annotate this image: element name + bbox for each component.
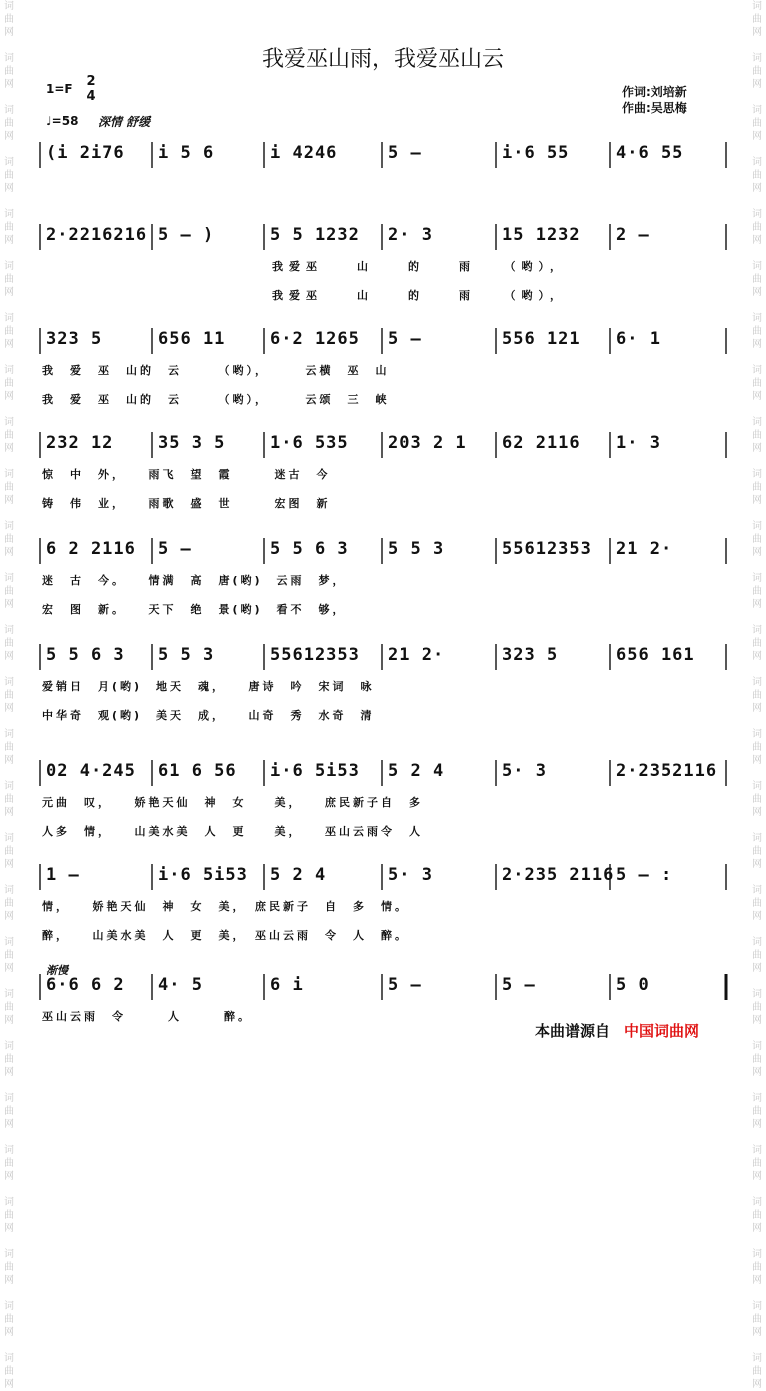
- time-signature: [85, 74, 97, 104]
- lyric-line: [0, 391, 766, 409]
- measure: 4· 5: [158, 975, 203, 995]
- key-signature: 1=F: [46, 82, 73, 96]
- score-system: [0, 642, 766, 672]
- measure: 2· 3: [388, 225, 433, 245]
- measure: 203 2 1: [388, 433, 467, 453]
- measure: 61 6 56: [158, 761, 237, 781]
- measure: 5 2 4: [388, 761, 445, 781]
- measure: 5 5 3: [158, 645, 215, 665]
- measure: 21 2·: [388, 645, 445, 665]
- score-system: [0, 862, 766, 892]
- measure: (i 2i76: [46, 143, 125, 163]
- quarter-note-icon: ♩: [46, 114, 52, 128]
- source-prefix: 本曲谱源自: [535, 1022, 611, 1040]
- lyric-line: [0, 572, 766, 590]
- measure: 2·2352116: [616, 761, 718, 781]
- measure: 6·6 6 2: [46, 975, 125, 995]
- measure: 5 –: [388, 329, 422, 349]
- lyric-line: [0, 287, 766, 305]
- lyric-text: 我爱巫 山 的 雨 （哟），: [272, 260, 567, 273]
- score-system: [0, 222, 766, 252]
- measure: 232 12: [46, 433, 114, 453]
- lyric-line: [0, 707, 766, 725]
- measure: 5 5 1232: [270, 225, 360, 245]
- lyric-text: 铸 伟 业， 雨歌 盛 世 宏图 新: [42, 497, 331, 510]
- measure: 5 –: [388, 143, 422, 163]
- measure: i 4246: [270, 143, 338, 163]
- measure: 2·235 2116: [502, 865, 615, 885]
- measure: 5 –: [388, 975, 422, 995]
- meter-top: 2: [86, 74, 96, 89]
- tempo-value: =58: [51, 114, 79, 128]
- watermark-left: 词 曲 网 词 曲 网 词 曲 网 词 曲 网 词 曲 网 词 曲 网 词 曲 网 词 曲 网 词 曲 网 词 曲 网 词 曲 网 词 曲 网 词 曲 网 词 曲 网 词 曲 网 词 曲 网 词 曲 网 词 曲 网 词 曲 网 词 曲 网 词 曲 网 词 曲 网 词 曲 网 词 曲 网 词 曲 网 词 曲 网 词 曲 网: [4, 1, 14, 1390]
- measure: 5 – ): [158, 225, 215, 245]
- measure: 323 5: [46, 329, 103, 349]
- lyric-text: 我 爱 巫 山的 云 （哟）， 云颂 三 峡: [42, 393, 390, 406]
- lyric-text: 醉， 山美水美 人 更 美， 巫山云雨 令 人 醉。: [42, 929, 409, 942]
- lyric-line: [0, 466, 766, 484]
- measure: 6· 1: [616, 329, 661, 349]
- source-brand: 中国词曲网: [624, 1022, 700, 1040]
- measure: i·6 55: [502, 143, 570, 163]
- lyric-line: [0, 495, 766, 513]
- measure: 1·6 535: [270, 433, 349, 453]
- lyricist: 作词:刘培新: [622, 85, 687, 99]
- score-system: [0, 326, 766, 356]
- lyric-text: 人多 情， 山美水美 人 更 美， 巫山云雨令 人: [42, 825, 423, 838]
- measure: 656 11: [158, 329, 226, 349]
- lyric-text: 我 爱 巫 山的 云 （哟）， 云横 巫 山: [42, 364, 390, 377]
- measure: 15 1232: [502, 225, 581, 245]
- source-credit: [535, 1020, 699, 1041]
- lyric-line: [0, 362, 766, 380]
- score-system: [0, 758, 766, 788]
- measure: 1· 3: [616, 433, 661, 453]
- score-system: [0, 140, 766, 170]
- lyric-line: [0, 927, 766, 945]
- measure: 656 161: [616, 645, 695, 665]
- meter-bottom: 4: [86, 89, 96, 104]
- measure: 35 3 5: [158, 433, 226, 453]
- measure: 5· 3: [502, 761, 547, 781]
- lyric-line: [0, 898, 766, 916]
- score-system: [0, 972, 766, 1002]
- measure: 5 – :: [616, 865, 673, 885]
- lyric-text: 迷 古 今。 情满 高 唐(哟) 云雨 梦，: [42, 574, 347, 587]
- composer: 作曲:吴思梅: [622, 101, 687, 115]
- measure: i·6 5i53: [158, 865, 248, 885]
- measure: 5 5 6 3: [46, 645, 125, 665]
- score-system: [0, 430, 766, 460]
- measure: 6 2 2116: [46, 539, 136, 559]
- measure: 55612353: [502, 539, 592, 559]
- measure: 5 5 6 3: [270, 539, 349, 559]
- coda-marking: 渐慢: [46, 964, 68, 977]
- measure: 5· 3: [388, 865, 433, 885]
- lyric-line: [0, 823, 766, 841]
- measure: 21 2·: [616, 539, 673, 559]
- measure: 5 0: [616, 975, 650, 995]
- credits: [622, 84, 687, 116]
- lyric-text: 我爱巫 山 的 雨 （哟），: [272, 289, 567, 302]
- measure: i·6 5i53: [270, 761, 360, 781]
- song-title: 我爱巫山雨，我爱巫山云: [261, 47, 504, 72]
- measure: 6 i: [270, 975, 304, 995]
- tempo-marking: [46, 114, 78, 128]
- lyric-line: [0, 794, 766, 812]
- measure: 5 5 3: [388, 539, 445, 559]
- lyric-text: 巫山云雨 令 人 醉。: [42, 1010, 252, 1023]
- expression-marking: 深情 舒缓: [98, 115, 151, 129]
- measure: 4·6 55: [616, 143, 684, 163]
- watermark-right: 词 曲 网 词 曲 网 词 曲 网 词 曲 网 词 曲 网 词 曲 网 词 曲 网 词 曲 网 词 曲 网 词 曲 网 词 曲 网 词 曲 网 词 曲 网 词 曲 网 词 曲 网 词 曲 网 词 曲 网 词 曲 网 词 曲 网 词 曲 网 词 曲 网 词 曲 网 词 曲 网 词 曲 网 词 曲 网 词 曲 网 词 曲 网: [752, 1, 762, 1390]
- measure: 556 121: [502, 329, 581, 349]
- measure: 2 –: [616, 225, 650, 245]
- lyric-text: 中华奇 观(哟) 美天 成， 山奇 秀 水奇 清: [42, 709, 375, 722]
- lyric-line: [0, 601, 766, 619]
- lyric-text: 元曲 叹， 娇艳天仙 神 女 美， 庶民新子自 多: [42, 796, 423, 809]
- lyric-text: 情， 娇艳天仙 神 女 美， 庶民新子 自 多 情。: [42, 900, 409, 913]
- measure: 5 2 4: [270, 865, 327, 885]
- measure: 5 –: [158, 539, 192, 559]
- measure: 5 –: [502, 975, 536, 995]
- lyric-line: [0, 258, 766, 276]
- measure: 62 2116: [502, 433, 581, 453]
- measure: 1 –: [46, 865, 80, 885]
- measure: 323 5: [502, 645, 559, 665]
- lyric-text: 爱销日 月(哟) 地天 魂， 唐诗 吟 宋词 咏: [42, 680, 375, 693]
- lyric-line: [0, 678, 766, 696]
- measure: 6·2 1265: [270, 329, 360, 349]
- measure: i 5 6: [158, 143, 215, 163]
- lyric-text: 惊 中 外， 雨飞 望 霞 迷古 今: [42, 468, 331, 481]
- measure: 02 4·245: [46, 761, 136, 781]
- measure: 2·2216216: [46, 225, 148, 245]
- score-system: [0, 536, 766, 566]
- measure: 55612353: [270, 645, 360, 665]
- lyric-text: 宏 图 新。 天下 绝 景(哟) 看不 够，: [42, 603, 347, 616]
